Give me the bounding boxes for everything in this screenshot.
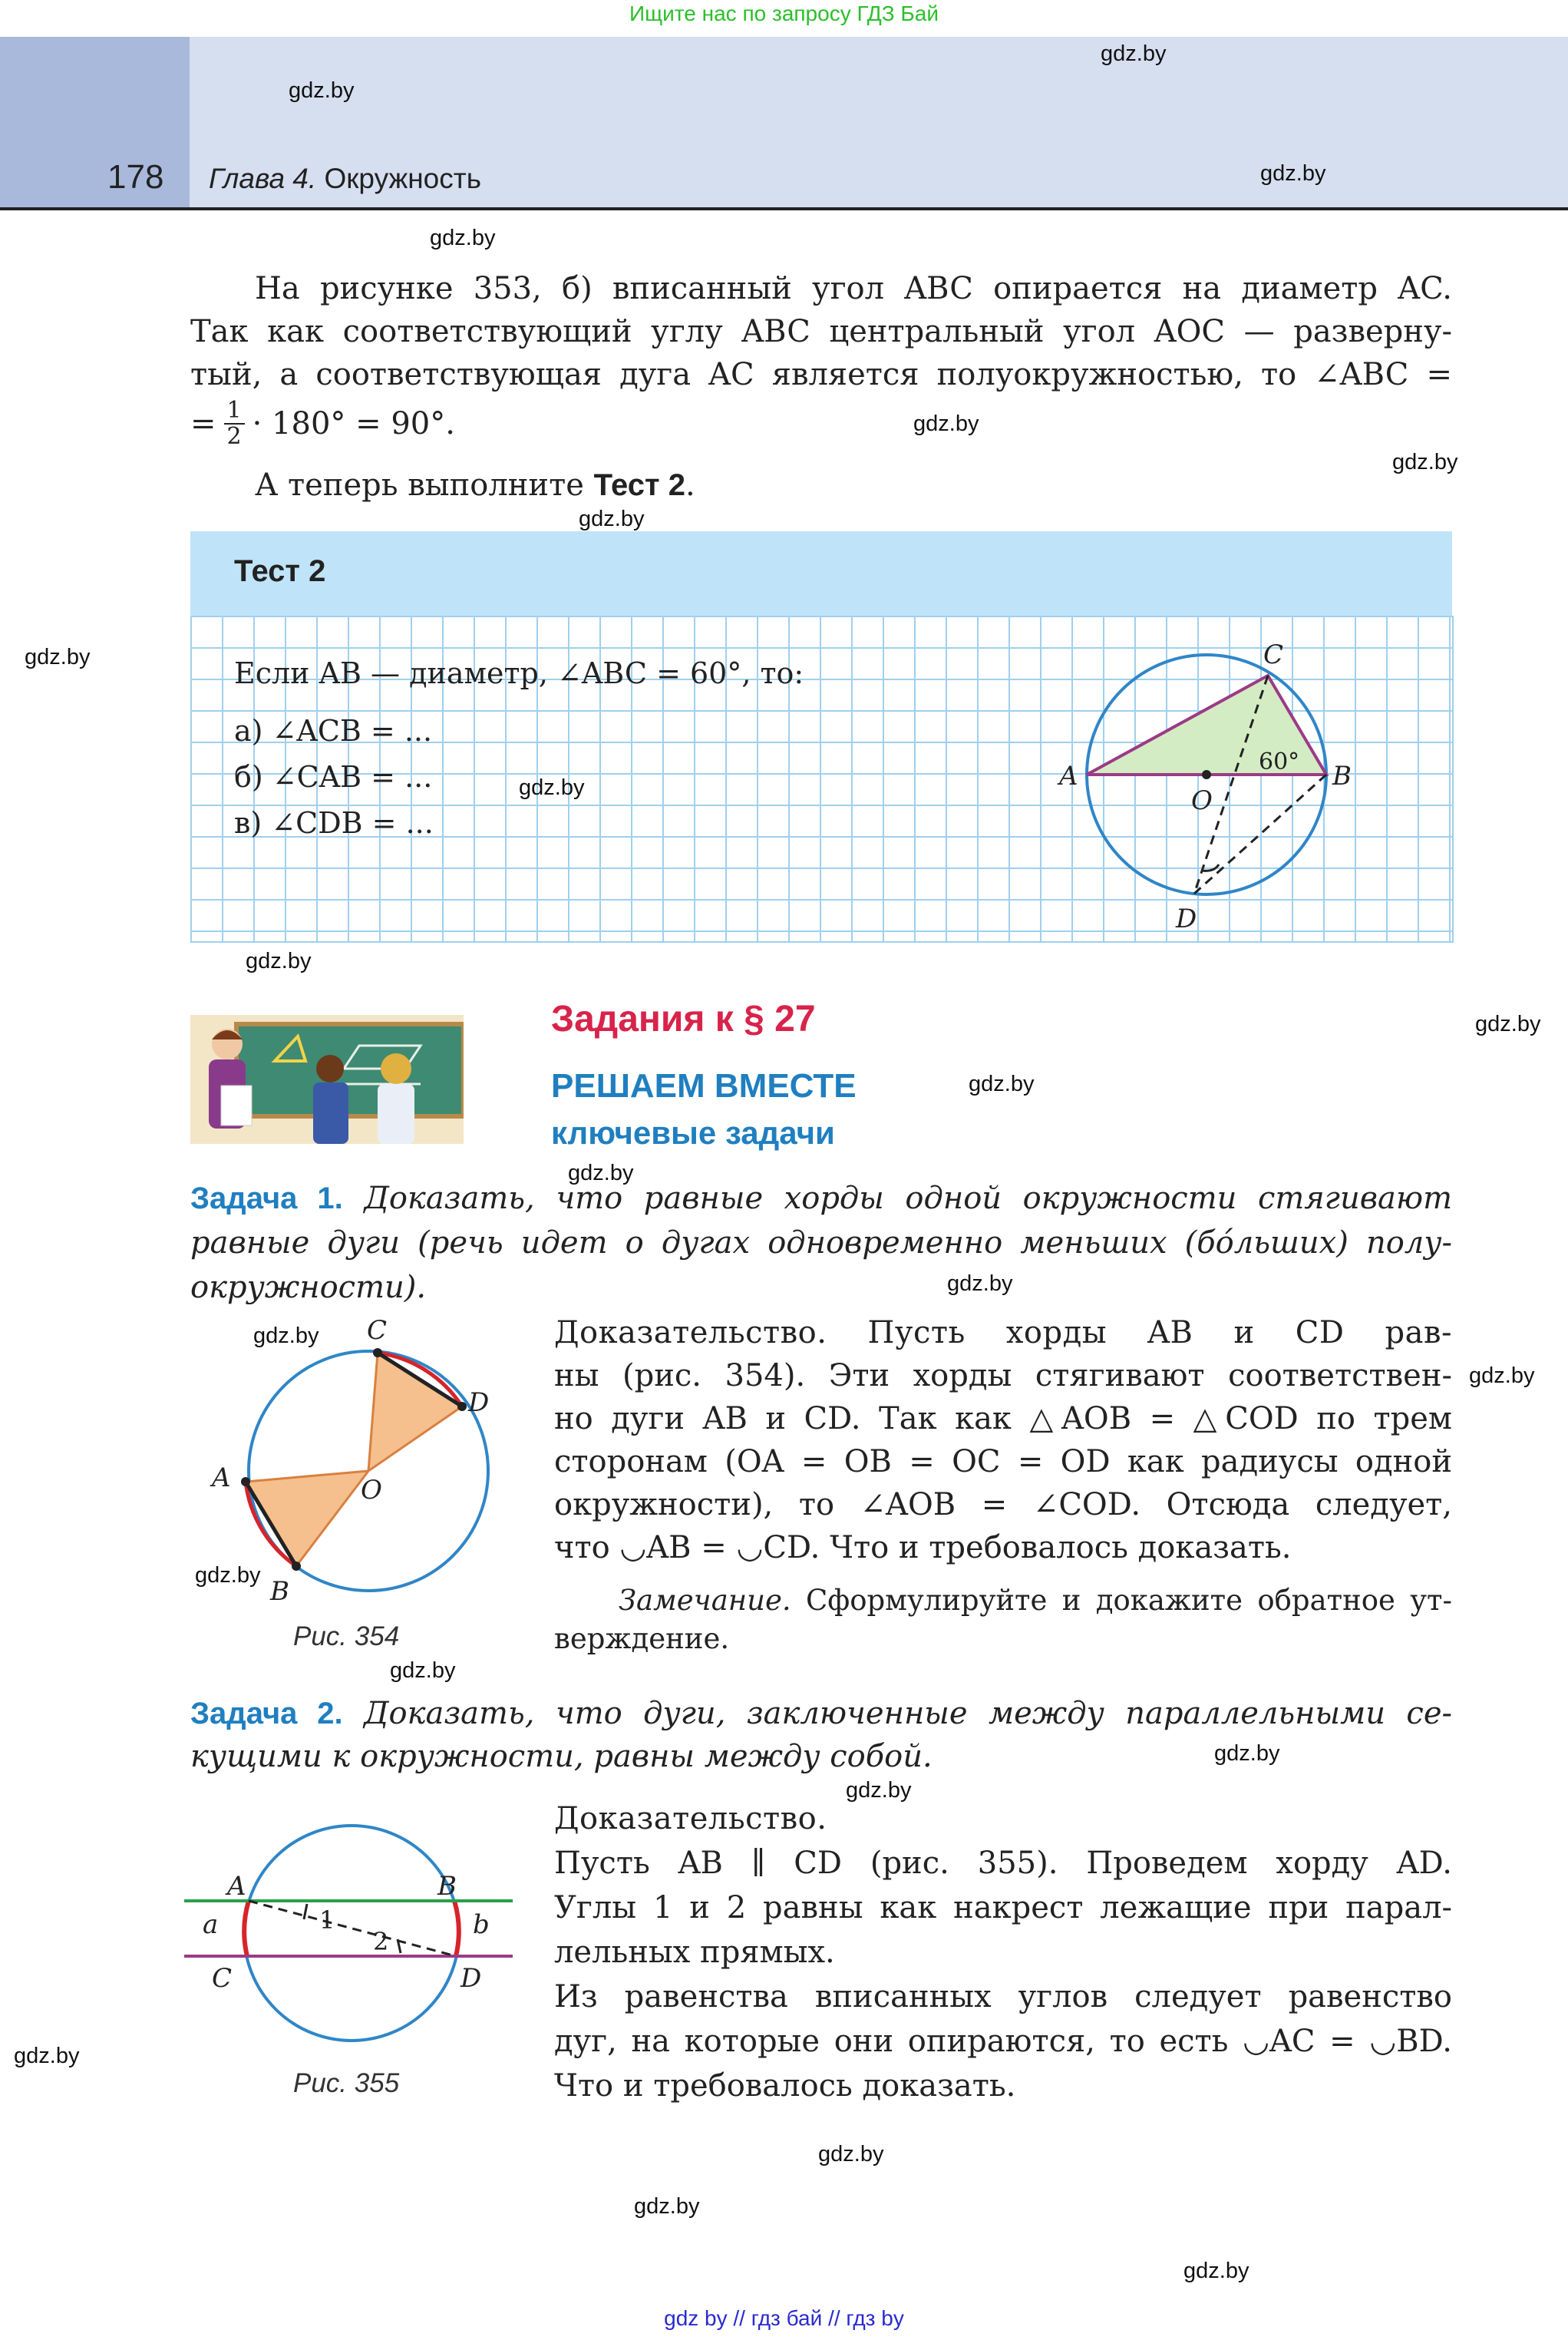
fig354-label-c: C	[367, 1315, 388, 1346]
watermark: gdz.by	[1101, 41, 1167, 66]
chapter-title: Окружность	[324, 163, 481, 194]
watermark: gdz.by	[519, 775, 585, 800]
task2-proof	[554, 1796, 1452, 2108]
test-figure	[1051, 637, 1374, 944]
page-number: 178	[107, 158, 164, 196]
remark-text-1: Сформулируйте и докажите обратное ут-	[805, 1584, 1452, 1617]
watermark: gdz.by	[25, 645, 91, 669]
call-prefix: А теперь выполните	[255, 468, 584, 503]
watermark: gdz.by	[579, 507, 645, 531]
watermark: gdz.by	[1475, 1012, 1541, 1036]
watermark: gdz.by	[1260, 161, 1326, 186]
watermark: gdz.by	[289, 78, 355, 103]
label-d: D	[1176, 904, 1197, 934]
task1-proof-line-3: но дуги AB и CD. Так как △AOB = △COD по трем	[554, 1401, 1452, 1436]
classroom-illustration	[190, 1015, 464, 1144]
watermark: gdz.by	[846, 1778, 912, 1803]
task2-line-2: кущими к окружности, равны между собой.	[190, 1739, 933, 1774]
label-c: C	[1263, 640, 1284, 670]
task1-proof-line-4: сторонам (OA = OB = OC = OD как радиусы одной	[554, 1444, 1452, 1479]
bottom-note: gdz by // гдз бай // гдз by	[664, 2306, 904, 2330]
task1-statement	[190, 1176, 1452, 1310]
watermark: gdz.by	[969, 1072, 1035, 1096]
fig354-label-b: B	[270, 1576, 289, 1607]
task2-proof-line-5: Из равенства вписанных углов следует равенство	[554, 1979, 1452, 2014]
top-note: Ищите нас по запросу ГДЗ Бай	[629, 2, 939, 25]
task2-proof-line-2: Пусть AB ∥ CD (рис. 355). Проведем хорду AD.	[554, 1846, 1452, 1881]
fraction-numerator: 1	[224, 398, 245, 425]
intro-call	[255, 464, 695, 507]
watermark: gdz.by	[1469, 1363, 1535, 1388]
test-option-a: а) ∠ACB = ...	[234, 714, 433, 748]
fig355-label-d: D	[460, 1963, 482, 1994]
task2-line-1	[190, 1692, 1452, 1735]
task1-remark-line-2: верждение.	[554, 1622, 730, 1655]
figure-355-caption: Рис. 355	[293, 2068, 400, 2098]
fraction	[224, 398, 245, 449]
task1-proof-line-6: что ◡AB = ◡CD. Что и требовалось доказать.	[554, 1530, 1292, 1565]
task1-label: Задача 1.	[190, 1182, 343, 1215]
intro-line-3: тый, а соответствующая дуга AC является полуокружностью, то ∠ABC =	[190, 357, 1452, 392]
test-question: Если AB — диаметр, ∠ABC = 60°, то:	[234, 656, 804, 690]
task2-text-1: Доказать, что дуги, заключенные между параллельными се-	[364, 1696, 1453, 1731]
watermark: gdz.by	[246, 949, 312, 973]
watermark: gdz.by	[634, 2194, 700, 2219]
center-point-o	[1202, 770, 1211, 779]
task2-proof-line-1: Доказательство.	[554, 1801, 827, 1836]
fig355-label-angle-1: 1	[319, 1905, 335, 1935]
label-o: O	[1191, 785, 1213, 816]
watermark: gdz.by	[253, 1324, 319, 1348]
fig355-label-arc-a: a	[203, 1909, 219, 1940]
fig355-circle	[244, 1826, 459, 2041]
test-option-c: в) ∠CDB = ...	[234, 806, 434, 840]
formula-suffix: · 180° = 90°.	[252, 406, 455, 441]
fig355-label-c: C	[212, 1963, 233, 1994]
remark-label: Замечание.	[619, 1584, 791, 1617]
task2-proof-line-4: лельных прямых.	[554, 1935, 835, 1970]
call-suffix: .	[685, 468, 695, 503]
intro-line-1: На рисунке 353, б) вписанный угол ABC опирается на диаметр AC.	[255, 271, 1452, 306]
task1-proof	[554, 1311, 1452, 1569]
fig354-label-a: A	[212, 1462, 231, 1493]
task1-text-1: Доказать, что равные хорды одной окружности стягивают	[364, 1181, 1453, 1216]
test-option-b: б) ∠CAB = ...	[234, 760, 433, 794]
task2-label: Задача 2.	[190, 1697, 343, 1730]
formula-prefix: =	[190, 406, 216, 441]
call-test-link: Тест 2	[593, 468, 685, 502]
fig355-label-angle-2: 2	[373, 1927, 389, 1956]
fig355-label-arc-b: b	[473, 1909, 490, 1940]
fig354-triangle-cod	[368, 1353, 462, 1471]
section-title: Задания к § 27	[551, 999, 816, 1039]
watermark: gdz.by	[1183, 2259, 1249, 2283]
task1-proof-line-5: окружности), то ∠AOB = ∠COD. Отсюда следует,	[554, 1487, 1452, 1522]
test-title: Тест 2	[234, 554, 326, 588]
label-b: B	[1332, 761, 1352, 792]
task2-proof-line-7: Что и требовалось доказать.	[554, 2068, 1016, 2104]
figure-354-caption: Рис. 354	[293, 1621, 400, 1651]
task1-line-1	[190, 1176, 1452, 1221]
task1-proof-line-2: ны (рис. 354). Эти хорды стягивают соответствен-	[554, 1358, 1452, 1393]
section-subtitle-2: ключевые задачи	[551, 1115, 835, 1151]
task2-proof-line-6: дуг, на которые они опираются, то есть ◡AC = ◡BD.	[554, 2024, 1452, 2059]
fig355-label-a: A	[227, 1871, 246, 1902]
watermark: gdz.by	[947, 1271, 1013, 1296]
intro-paragraph	[190, 267, 1452, 451]
watermark: gdz.by	[14, 2044, 80, 2068]
watermark: gdz.by	[195, 1563, 261, 1588]
fig355-arc-ac	[244, 1901, 249, 1956]
task1-remark	[554, 1581, 1452, 1658]
watermark: gdz.by	[1392, 450, 1458, 474]
fig354-label-o: O	[361, 1475, 382, 1505]
task1-remark-line-1	[554, 1581, 1452, 1620]
test-header-band	[190, 531, 1452, 616]
watermark: gdz.by	[430, 226, 496, 250]
chapter-label: Глава 4.	[209, 163, 317, 194]
task2-proof-line-3: Углы 1 и 2 равны как накрест лежащие при парал-	[554, 1890, 1452, 1925]
label-a: A	[1059, 761, 1078, 792]
task1-line-2: равные дуги (речь идет о дугах одновременно меньших (бо́льших) полу-	[190, 1225, 1452, 1261]
watermark: gdz.by	[913, 411, 979, 436]
fig355-arc-bd	[454, 1901, 459, 1956]
task1-line-3: окружности).	[190, 1270, 427, 1305]
watermark: gdz.by	[568, 1161, 634, 1185]
fig355-chord-ad	[249, 1901, 456, 1956]
fig354-triangle-aob	[246, 1471, 368, 1566]
chord-bd	[1194, 775, 1326, 894]
fig355-label-b: B	[437, 1871, 457, 1902]
chapter-heading	[209, 163, 481, 195]
task1-proof-line-1: Доказательство. Пусть хорды AB и CD рав-	[554, 1315, 1452, 1350]
watermark: gdz.by	[390, 1658, 456, 1683]
watermark: gdz.by	[1214, 1741, 1280, 1766]
intro-line-2: Так как соответствующий углу ABC центральный угол AOC — разверну-	[190, 314, 1452, 349]
header-divider	[0, 207, 1568, 210]
watermark: gdz.by	[818, 2142, 884, 2166]
section-subtitle-1: РЕШАЕМ ВМЕСТЕ	[551, 1067, 857, 1105]
label-angle-60: 60°	[1259, 749, 1300, 775]
figure-355	[181, 1809, 527, 2062]
fraction-denominator: 2	[226, 423, 242, 450]
fig354-label-d: D	[468, 1387, 490, 1418]
intro-formula	[190, 396, 1452, 451]
